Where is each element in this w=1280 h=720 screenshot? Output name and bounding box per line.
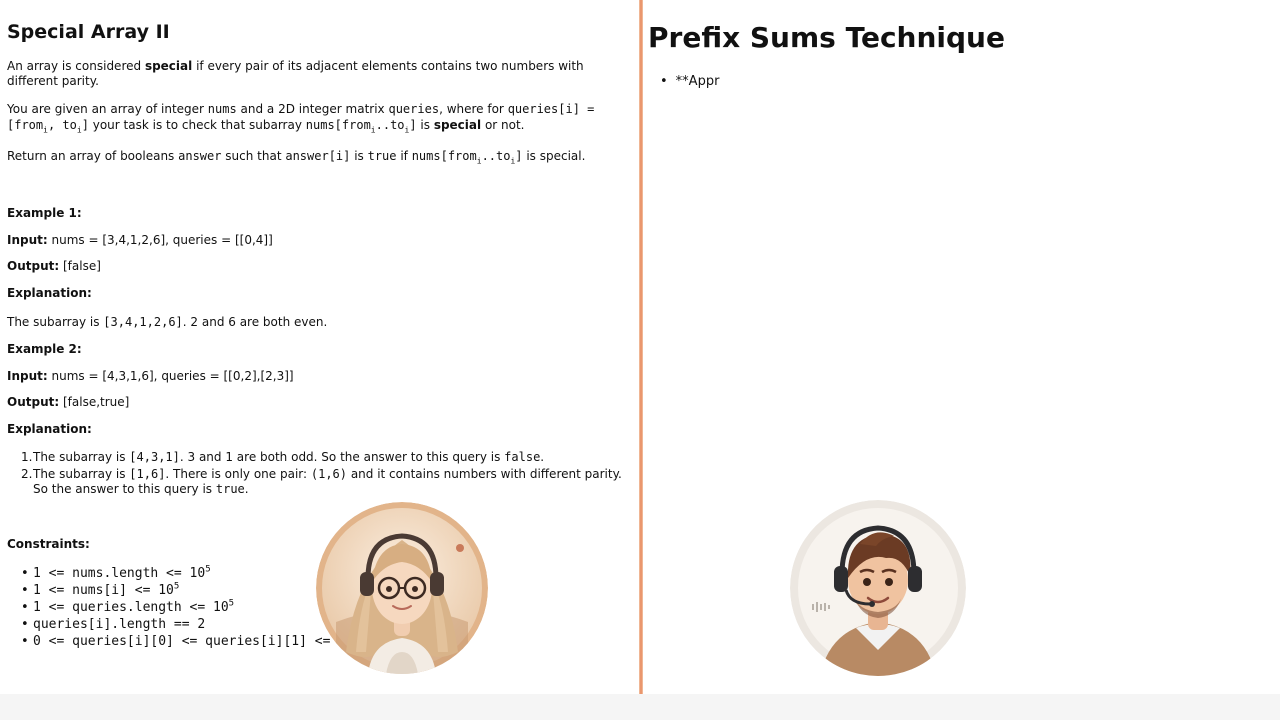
intro-text-end: if every pair of its adjacent elements contains two numbers with different parity. xyxy=(7,59,584,88)
constraints-heading xyxy=(7,537,90,552)
problem-return xyxy=(7,149,635,164)
given-text: or not. xyxy=(481,118,525,132)
intro-bold: special xyxy=(144,59,193,73)
problem-given xyxy=(7,101,635,133)
constraint-text: 1 <= nums.length <= 10 xyxy=(33,566,206,581)
problem-intro xyxy=(7,59,635,89)
return-sub: i xyxy=(476,156,482,166)
example2-input xyxy=(7,369,294,384)
constraint-item xyxy=(21,600,330,617)
given-text: , where for xyxy=(439,102,508,116)
constraint-text: queries[i].length == 2 xyxy=(33,617,206,632)
return-sub: i xyxy=(510,156,516,166)
female-avatar-illustration xyxy=(316,502,488,674)
bullet-dot: • xyxy=(21,617,29,632)
bullet-dot: • xyxy=(21,634,29,649)
input-label: Input: xyxy=(7,233,48,247)
example1-heading-text: Example 1: xyxy=(7,206,82,220)
problem-title: Special Array II xyxy=(7,21,170,43)
given-code: ] xyxy=(409,118,417,132)
given-code-qi: queries[i] = [from xyxy=(7,102,595,132)
given-code-queries: queries xyxy=(388,102,440,116)
list-code: (1,6) xyxy=(310,467,347,481)
female-presenter-avatar xyxy=(316,502,488,674)
list-text: . There is only one pair: xyxy=(165,467,311,481)
explanation-label: Explanation: xyxy=(7,422,92,436)
list-text: . 3 and 1 are both odd. So the answer to this query is xyxy=(179,450,505,464)
explanation-text: The subarray is xyxy=(7,315,104,329)
given-sub: i xyxy=(43,125,48,135)
given-code: ] xyxy=(81,118,89,132)
list-code: false xyxy=(504,450,541,464)
constraint-item xyxy=(21,566,330,583)
example2-explanation-label xyxy=(7,422,92,437)
list-item xyxy=(21,450,633,467)
list-code: true xyxy=(215,482,245,496)
return-code: answer xyxy=(178,149,222,163)
pane-divider xyxy=(639,0,643,694)
return-code: true xyxy=(367,149,397,163)
output-label: Output: xyxy=(7,395,60,409)
given-code: , to xyxy=(47,118,77,132)
constraint-text: 1 <= nums[i] <= 10 xyxy=(33,583,174,598)
given-bold: special xyxy=(433,118,482,132)
example1-explanation xyxy=(7,315,327,330)
bullet-dot: • xyxy=(21,566,29,581)
input-value: nums = [3,4,1,2,6], queries = [[0,4]] xyxy=(47,233,273,247)
constraint-text: 1 <= queries.length <= 10 xyxy=(33,600,229,615)
given-sub: i xyxy=(404,125,410,135)
return-code: ..to xyxy=(481,149,511,163)
example1-explanation-label xyxy=(7,286,92,301)
example2-output xyxy=(7,395,129,410)
constraint-item xyxy=(21,634,330,651)
bullet-dot: • xyxy=(21,600,29,615)
input-label: Input: xyxy=(7,369,48,383)
slide-bullet-text: **Appr xyxy=(675,74,720,89)
example1-input xyxy=(7,233,273,248)
constraints-heading-text: Constraints: xyxy=(7,537,90,551)
return-text: such that xyxy=(221,149,286,163)
slide-title: Prefix Sums Technique xyxy=(648,21,1005,54)
constraint-sup: 5 xyxy=(173,581,180,592)
given-sub: i xyxy=(76,125,82,135)
constraint-text: 0 <= queries[i][0] <= queries[i][1] <= xyxy=(33,634,331,649)
list-number: 1. xyxy=(21,450,33,464)
given-text: is xyxy=(416,118,434,132)
explanation-text: . 2 and 6 are both even. xyxy=(182,315,328,329)
input-value: nums = [4,3,1,6], queries = [[0,2],[2,3]] xyxy=(47,369,294,383)
list-number: 2. xyxy=(21,467,33,481)
constraint-item xyxy=(21,583,330,600)
bottom-bar xyxy=(0,694,1280,720)
slide-bullet xyxy=(660,74,719,89)
output-value: [false,true] xyxy=(59,395,130,409)
return-code: nums[from xyxy=(411,149,477,163)
given-text: You are given an array of integer xyxy=(7,102,208,116)
explanation-code: [3,4,1,2,6] xyxy=(103,315,183,329)
output-label: Output: xyxy=(7,259,60,273)
return-code: ] xyxy=(515,149,523,163)
constraint-sup: 5 xyxy=(228,598,235,609)
given-code-nums: nums xyxy=(207,102,237,116)
example1-output xyxy=(7,259,101,274)
list-code: [1,6] xyxy=(129,467,166,481)
list-text: The subarray is xyxy=(33,467,130,481)
list-item xyxy=(21,467,633,497)
list-code: [4,3,1] xyxy=(129,450,180,464)
list-text: . xyxy=(540,450,545,464)
constraint-item xyxy=(21,617,330,634)
given-code: nums[from xyxy=(305,118,371,132)
given-text: and a 2D integer matrix xyxy=(236,102,389,116)
return-text: if xyxy=(396,149,412,163)
list-text: The subarray is xyxy=(33,450,130,464)
male-presenter-avatar xyxy=(790,500,966,676)
constraints-list xyxy=(21,566,330,651)
explanation-label: Explanation: xyxy=(7,286,92,300)
male-avatar-illustration xyxy=(790,500,966,676)
return-text: is xyxy=(350,149,368,163)
list-text: . xyxy=(244,482,249,496)
intro-text: An array is considered xyxy=(7,59,145,73)
example2-explanation-list xyxy=(21,450,633,497)
return-text: is special. xyxy=(522,149,586,163)
given-code: ..to xyxy=(375,118,405,132)
constraint-sup: 5 xyxy=(205,564,211,575)
bullet-dot: • xyxy=(660,74,668,89)
return-code: answer[i] xyxy=(285,149,351,163)
given-text: your task is to check that subarray xyxy=(88,118,306,132)
given-sub: i xyxy=(370,125,376,135)
example2-heading-text: Example 2: xyxy=(7,342,82,356)
output-value: [false] xyxy=(59,259,101,273)
example2-heading xyxy=(7,342,82,357)
example1-heading xyxy=(7,206,82,221)
bullet-dot: • xyxy=(21,583,29,598)
return-text: Return an array of booleans xyxy=(7,149,179,163)
list-text: and it contains numbers with different parity. So the answer to this query is xyxy=(33,467,622,496)
